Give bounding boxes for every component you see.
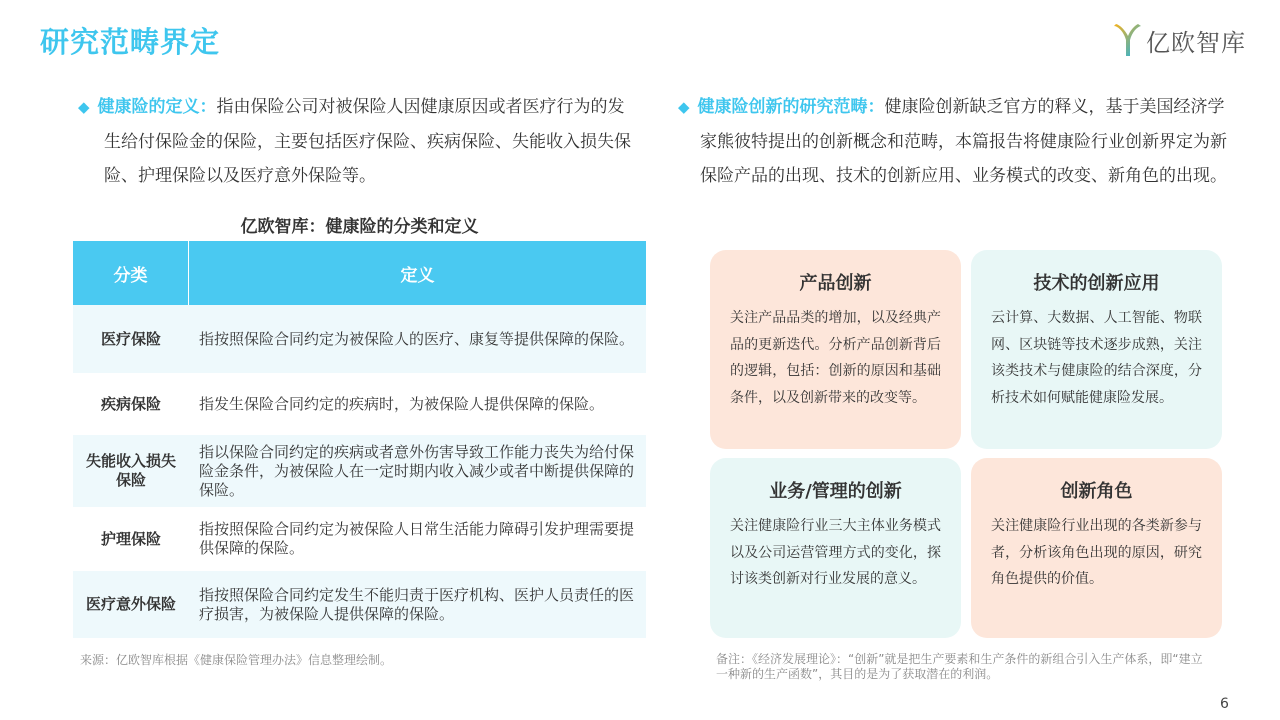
row-category: 失能收入损失保险 <box>85 452 176 489</box>
remark-note: 备注：《经济发展理论》：“创新”就是把生产要素和生产条件的新组合引入生产体系，即“建立一种新的生产函数”，其目的是为了获取潜在的利润。 <box>716 652 1203 681</box>
card-body: 关注健康险行业三大主体业务模式以及公司运营管理方式的变化，探讨该类创新对行业发展的意义。 <box>730 518 941 587</box>
page-title: 研究范畴界定 <box>40 25 221 59</box>
card-technology-innovation <box>971 250 1222 449</box>
yiou-logo-icon <box>1112 22 1142 58</box>
row-category: 疾病保险 <box>100 394 161 413</box>
scope-lead: 健康险创新的研究范畴： <box>697 97 885 117</box>
definition-lead: 健康险的定义： <box>97 97 217 117</box>
row-definition: 指以保险合同约定的疾病或者意外伤害导致工作能力丧失为给付保险金条件，为被保险人在一定时期内收入减少或者中断提供保障的保险。 <box>199 442 635 499</box>
row-definition: 指按照保险合同约定为被保险人的医疗、康复等提供保障的保险。 <box>199 329 635 348</box>
row-category: 医疗意外保险 <box>85 595 176 613</box>
logo <box>1112 20 1262 60</box>
table-row <box>73 571 646 638</box>
card-title: 业务/管理的创新 <box>769 481 902 502</box>
table-header <box>73 241 646 305</box>
table-title: 亿欧智库：健康险的分类和定义 <box>240 217 479 237</box>
row-definition: 指按照保险合同约定为被保险人日常生活能力障碍引发护理需要提供保障的保险。 <box>199 520 635 557</box>
classification-table <box>73 241 646 638</box>
source-note: 来源：亿欧智库根据《健康保险管理办法》信息整理绘制。 <box>80 653 393 667</box>
card-title: 产品创新 <box>799 273 872 294</box>
table-row <box>73 435 646 507</box>
diamond-bullet-icon: ◆ <box>78 98 90 116</box>
row-category: 医疗保险 <box>100 329 161 348</box>
header-definition: 定义 <box>400 265 435 286</box>
table-row <box>73 305 646 373</box>
table-row <box>73 373 646 435</box>
card-body: 云计算、大数据、人工智能、物联网、区块链等技术逐步成熟，关注该类技术与健康险的结合深度，分析技术如何赋能健康险发展。 <box>991 310 1202 406</box>
card-body: 关注产品品类的增加，以及经典产品的更新迭代。分析产品创新背后的逻辑，包括：创新的原因和基础条件，以及创新带来的改变等。 <box>730 310 941 406</box>
card-body: 关注健康险行业出现的各类新参与者，分析该角色出现的原因，研究角色提供的价值。 <box>991 518 1202 587</box>
card-title: 技术的创新应用 <box>1033 273 1160 294</box>
definition-text: 指由保险公司对被保险人因健康原因或者医疗行为的发生给付保险金的保险，主要包括医疗保险、疾病保险、失能收入损失保险、护理保险以及医疗意外保险等。 <box>104 97 631 186</box>
table-row <box>73 507 646 571</box>
diamond-bullet-icon: ◆ <box>678 98 690 116</box>
row-definition: 指发生保险合同约定的疾病时，为被保险人提供保障的保险。 <box>199 394 605 413</box>
row-category: 护理保险 <box>100 529 161 548</box>
health-insurance-definition <box>78 90 638 194</box>
scope-text: 健康险创新缺乏官方的释义，基于美国经济学家熊彼特提出的创新概念和范畴，本篇报告将健康险行业创新界定为新保险产品的出现、技术的创新应用、业务模式的改变、新角色的出现。 <box>700 97 1227 186</box>
card-product-innovation <box>710 250 961 449</box>
innovation-scope <box>678 90 1238 194</box>
card-title: 创新角色 <box>1060 481 1133 502</box>
card-business-innovation <box>710 458 961 638</box>
page-number: 6 <box>1220 696 1229 712</box>
header-category: 分类 <box>73 241 189 305</box>
card-innovation-roles <box>971 458 1222 638</box>
logo-text: 亿欧智库 <box>1146 28 1246 57</box>
row-definition: 指按照保险合同约定发生不能归责于医疗机构、医护人员责任的医疗损害，为被保险人提供保障的保险。 <box>199 585 635 623</box>
